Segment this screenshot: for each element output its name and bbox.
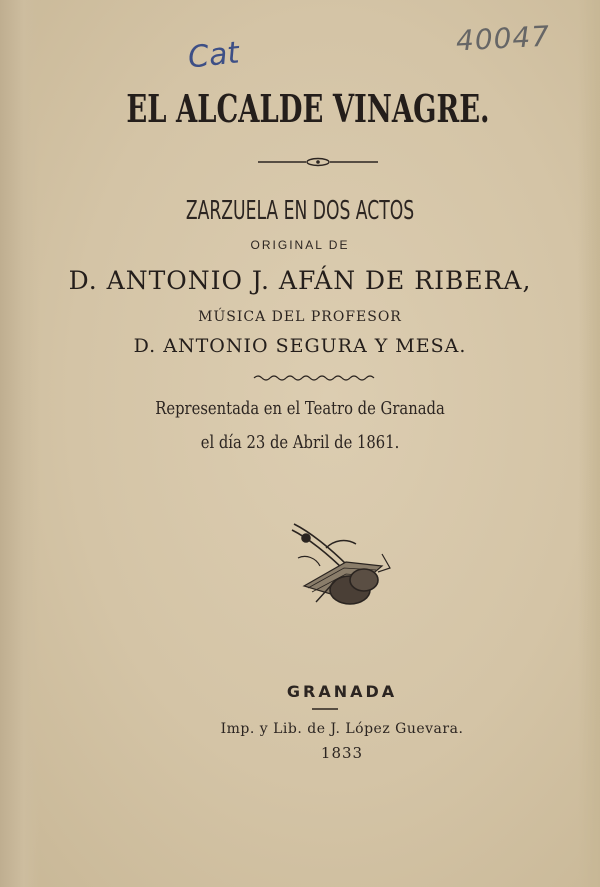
performance-date: el día 23 de Abril de 1861.: [200, 432, 400, 453]
book-title: EL ALCALDE VINAGRE.: [126, 86, 490, 131]
performance-venue: Representada en el Teatro de Granada: [155, 398, 445, 419]
composer-name: D. ANTONIO SEGURA Y MESA.: [133, 335, 467, 357]
title-rule-ornament: [256, 156, 380, 168]
handwritten-catalog-mark: Cat: [186, 35, 241, 76]
original-by-label: ORIGINAL DE: [250, 238, 350, 252]
musical-instruments-vignette: [286, 518, 396, 610]
handwritten-inventory-number: 40047: [455, 19, 551, 58]
genre-subtitle: ZARZUELA EN DOS ACTOS: [185, 196, 415, 226]
wavy-divider-ornament: [252, 373, 380, 383]
worn-left-edge: [0, 0, 40, 887]
author-name: D. ANTONIO J. AFÁN DE RIBERA,: [68, 266, 532, 295]
music-by-label: MÚSICA DEL PROFESOR: [198, 309, 402, 325]
imprint-year: 1833: [320, 744, 364, 762]
imprint-printer: Imp. y Lib. de J. López Guevara.: [220, 721, 464, 737]
imprint-city: GRANADA: [286, 682, 398, 701]
imprint-short-rule: [312, 707, 338, 711]
